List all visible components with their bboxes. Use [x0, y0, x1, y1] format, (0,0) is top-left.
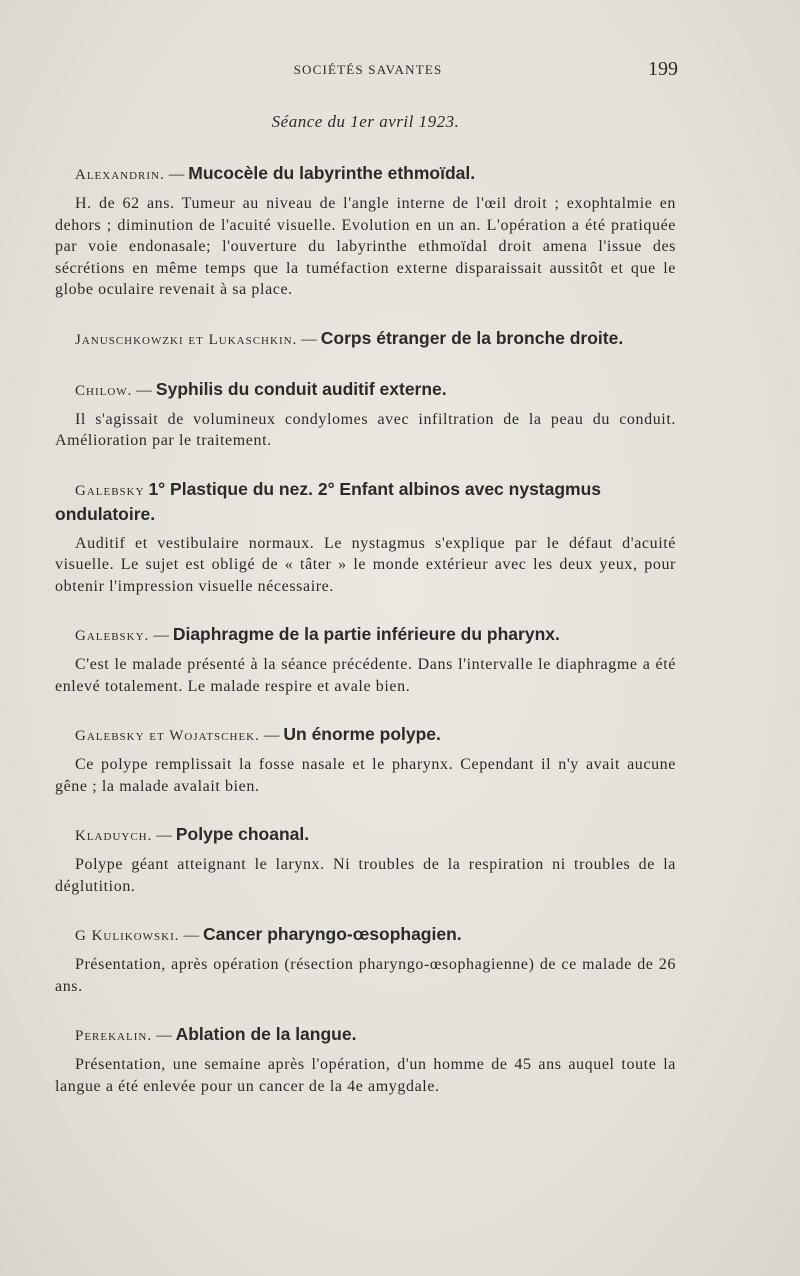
- session-date: Séance du 1er avril 1923.: [271, 112, 460, 131]
- entry: [55, 162, 676, 301]
- entry-heading: Perekalin. — Ablation de la langue.: [75, 1024, 357, 1044]
- entry-body: Présentation, une semaine après l'opération, d'un homme de 45 ans auquel toute la langue a été enlevée pour un cancer de la 4e amygdale.: [55, 1056, 676, 1095]
- entry: [55, 327, 676, 352]
- entry-title: Un énorme polype.: [283, 724, 441, 744]
- entry-author: Galebsky.: [75, 628, 150, 644]
- entry-title: 1° Plastique du nez. 2° Enfant albinos avec nystagmus ondulatoire.: [55, 478, 602, 524]
- entry-body: Présentation, après opération (résection pharyngo-œsophagienne) de ce malade de 26 ans.: [55, 956, 676, 995]
- entry: [55, 823, 676, 897]
- entry-title: Corps étranger de la bronche droite.: [320, 327, 624, 348]
- entry-heading: G Kulikowski. — Cancer pharyngo-œsophagien.: [75, 924, 462, 944]
- running-head: SOCIÉTÉS SAVANTES: [293, 62, 443, 77]
- page-header: [0, 58, 800, 86]
- entry: [55, 723, 676, 797]
- entry-body: Il s'agissait de volumineux condylomes avec infiltration de la peau du conduit. Amélioration par le traitement.: [55, 410, 676, 449]
- entry-author: Januschkowzki et Lukaschkin.: [75, 331, 298, 348]
- entry-title: Polype choanal.: [175, 824, 310, 844]
- entry-author: Perekalin.: [75, 1028, 153, 1044]
- entry-body: H. de 62 ans. Tumeur au niveau de l'angle interne de l'œil droit ; exophtalmie en dehors ; diminution de l'acuité visuelle. Evolution en un an. L'opération a été pratiquée par voie endonasale; l'ouverture du labyrinthe ethmoïdal droit amena l'issue des sécrétions en même temps que la tuméfaction externe disparaissait aussitôt et que le globe oculaire revenait à sa place.: [55, 195, 676, 298]
- entry: [55, 478, 676, 598]
- page-number: 199: [648, 58, 678, 80]
- entry-author: Galebsky et Wojatschek.: [75, 728, 260, 744]
- entry-heading: Galebsky et Wojatschek. — Un énorme polype.: [75, 724, 441, 744]
- entry-author: G Kulikowski.: [75, 928, 180, 944]
- entry: [55, 378, 676, 452]
- entry: [55, 923, 676, 997]
- entry-heading: Galebsky. — Diaphragme de la partie inférieure du pharynx.: [75, 624, 560, 644]
- entry-body: C'est le malade présenté à la séance précédente. Dans l'intervalle le diaphragme a été enlevé totalement. Le malade respire et avale bien.: [55, 656, 676, 695]
- entry-author: Kladuych.: [75, 828, 153, 844]
- entry-heading: [55, 478, 676, 527]
- entry-heading: Chilow. — Syphilis du conduit auditif externe.: [75, 378, 447, 399]
- entry-body: Auditif et vestibulaire normaux. Le nystagmus s'explique par le défaut d'acuité visuelle. Le sujet est obligé de « tâter » le monde extérieur avec les deux yeux, pour obtenir l'impression visuelle nécessaire.: [55, 534, 676, 595]
- entry-title: Diaphragme de la partie inférieure du pharynx.: [172, 624, 560, 644]
- entry-title: Ablation de la langue.: [175, 1024, 357, 1044]
- entry-heading: Kladuych. — Polype choanal.: [75, 824, 310, 844]
- entry-title: Syphilis du conduit auditif externe.: [155, 378, 447, 399]
- entry-author: Chilow.: [75, 382, 133, 399]
- page-content: [55, 112, 676, 1123]
- entry-body: Ce polype remplissait la fosse nasale et le pharynx. Cependant il n'y avait aucune gêne ; la malade avalait bien.: [55, 756, 676, 795]
- entry-body: Polype géant atteignant le larynx. Ni troubles de la respiration ni troubles de la déglutition.: [55, 856, 676, 895]
- entry-title: Mucocèle du labyrinthe ethmoïdal.: [188, 163, 476, 183]
- entry-heading: Alexandrin. — Mucocèle du labyrinthe ethmoïdal.: [75, 163, 476, 183]
- entry-author: Galebsky: [75, 482, 145, 499]
- entry: [55, 623, 676, 697]
- entry-heading: Januschkowzki et Lukaschkin. — Corps étranger de la bronche droite.: [75, 327, 624, 348]
- entry-title: Cancer pharyngo-œsophagien.: [203, 924, 462, 944]
- entry-author: Alexandrin.: [75, 167, 165, 183]
- entry: [55, 1023, 676, 1097]
